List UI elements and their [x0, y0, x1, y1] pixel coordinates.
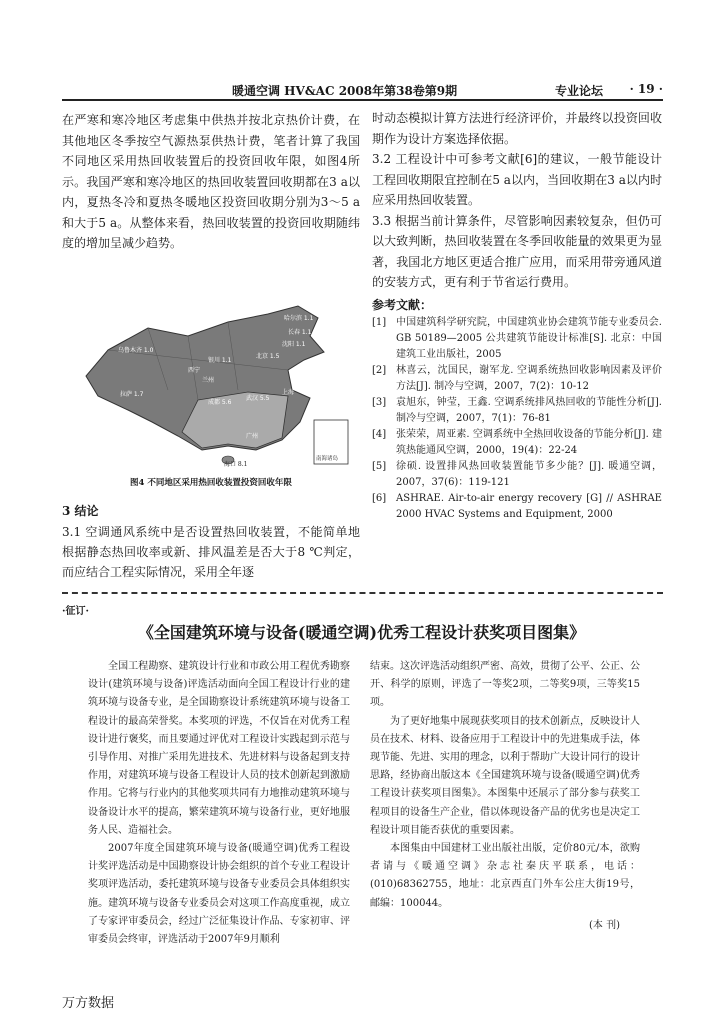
- reference-item: [372, 395, 662, 427]
- map-label: 银川 1.1: [208, 357, 232, 364]
- map-label: 沈阳 1.1: [282, 341, 306, 348]
- right-column: [372, 108, 662, 523]
- ref-number: [1]: [372, 317, 387, 328]
- reference-item: [372, 427, 662, 459]
- map-label: 南海诸岛: [316, 456, 339, 462]
- notice-left-column: [88, 658, 350, 949]
- ref-text: 林喜云，沈国民，谢军龙. 空调系统热回收影响因素及评价方法[J]. 制冷与空调，2007，7(2)：10-12: [396, 365, 662, 392]
- ref-text: 徐硕. 设置排风热回收装置能节多少能？[J]. 暖通空调，2007，37(6)：119-121: [396, 461, 662, 488]
- map-label: 兰州: [202, 377, 215, 384]
- ref-text: ASHRAE. Air-to-air energy recovery [G] // ASHRAE 2000 HVAC Systems and Equipment, 2000: [396, 493, 662, 520]
- paragraph: 3.1 空调通风系统中是否设置热回收装置，不能简单地根据静态热回收率或新、排风温差是否大于8 ℃判定，而应结合工程实际情况，采用全年逐: [62, 525, 360, 579]
- paragraph: 为了更好地集中展现获奖项目的技术创新点，反映设计人员在技术、材料、设备应用于工程设计中的先进集成手法，体现节能、先进、实用的理念，以利于帮助广大设计同行的设计思路，经协商出版这本《全国建筑环境与设备(暖通空调)优秀工程设计获奖项目图集》。本图集中还展示了部分参与获奖工程项目的设备生产企业，借以体现设备产品的优劣也是决定工程设计项目能否获优的重要因素。: [370, 715, 640, 836]
- map-label: 拉萨 1.7: [120, 391, 144, 398]
- ref-text: 中国建筑科学研究院，中国建筑业协会建筑节能专业委员会. GB 50189—2005 公共建筑节能设计标准[S]. 北京：中国建筑工业出版社，2005: [396, 317, 662, 360]
- ref-number: [3]: [372, 397, 387, 408]
- ref-number: [4]: [372, 429, 387, 440]
- reference-item: [372, 491, 662, 523]
- page-number: · 19 ·: [629, 82, 663, 96]
- paragraph: 时动态模拟计算方法进行经济评价，并最终以投资回收期作为设计方案选择依据。: [372, 111, 662, 146]
- section-label: 专业论坛: [554, 84, 603, 98]
- paragraph: 结束。这次评选活动组织严密、高效，贯彻了公平、公正、公开、科学的原则，评选了一等奖2项，二等奖9项，三等奖15项。: [370, 661, 640, 709]
- journal-title: 暖通空调 HV&AC 2008年第38卷第9期: [232, 84, 458, 98]
- notice-title: 《全国建筑环境与设备(暖通空调)优秀工程设计获奖项目图集》: [137, 623, 586, 642]
- ref-text: 张荣荣，周亚素. 空调系统中全热回收设备的节能分析[J]. 建筑热能通风空调，2000，19(4)：22-24: [396, 429, 662, 456]
- notice-tag: ·征订·: [62, 606, 89, 617]
- watermark-text: 万方数据: [62, 996, 115, 1011]
- paragraph: 3.3 根据当前计算条件，尽管影响因素较复杂，但仍可以大致判断，热回收装置在冬季回收能量的效果更为显著，我国北方地区更适合推广应用，而采用带旁通风道的安装方式，更有利于节省运行费用。: [372, 213, 662, 289]
- map-label: 广州: [246, 433, 259, 440]
- map-label: 成都 5.6: [208, 399, 232, 406]
- china-map-figure: [78, 300, 352, 468]
- map-label: 乌鲁木齐 1.0: [118, 347, 154, 354]
- section-divider: [62, 592, 663, 594]
- references-title: 参考文献：: [372, 297, 433, 312]
- paragraph: 3.2 工程设计中可参考文献[6]的建议，一般节能设计工程回收期限宜控制在5 a以内，当回收期在3 a以内时应采用热回收装置。: [372, 152, 662, 207]
- ref-number: [2]: [372, 365, 387, 376]
- ref-number: [5]: [372, 461, 387, 472]
- ref-number: [6]: [372, 493, 387, 504]
- left-column: [62, 110, 360, 254]
- reference-item: [372, 363, 662, 395]
- map-label: 武汉 5.5: [246, 395, 270, 402]
- map-label: 上海: [282, 389, 295, 396]
- figure-caption: 图4 不同地区采用热回收装置投资回收年限: [130, 478, 292, 488]
- reference-item: [372, 459, 662, 491]
- map-label: 北京 1.5: [256, 353, 280, 360]
- paragraph: 全国工程勘察、建筑设计行业和市政公用工程优秀勘察设计(建筑环境与设备)评选活动面向全国工程设计行业的建筑环境与设备专业，是全国勘察设计系统建筑环境与设备工程设计的最高荣誉奖。本奖项的评选，不仅旨在对优秀工程设计进行褒奖，而且要通过评优对工程设计实践起到示范与引导作用、对推广采用先进技术、先进材料与设备起到支持作用，对建筑环境与设备工程设计人员的技术创新起到激励作用。它将与行业内的其他奖项共同有力地推动建筑环境与设备设计水平的提高，繁荣建筑环境与设备行业，更好地服务人民、造福社会。: [88, 661, 350, 836]
- reference-item: [372, 315, 662, 363]
- paragraph: 本图集由中国建材工业出版社出版，定价80元/本，欲购者请与《暖通空调》杂志社秦庆平联系，电话：(010)68362755，地址：北京西直门外车公庄大街19号，邮编：100044。: [370, 843, 640, 909]
- map-label: 西宁: [188, 367, 201, 374]
- section-heading: 3 结论: [62, 504, 99, 518]
- conclusion-text: [62, 520, 360, 582]
- map-label: 哈尔滨 1.1: [284, 315, 314, 322]
- map-south-region: [182, 392, 288, 448]
- notice-signature: (本 刊): [589, 919, 620, 931]
- paragraph: 在严寒和寒冷地区考虑集中供热并按北京热价计费，在其他地区冬季按空气源热泵供热计费，笔者计算了我国不同地区采用热回收装置后的投资回收年限，如图4所示。我国严寒和寒冷地区的热回收装置回收期都在3 a以内，夏热冬冷和夏热冬暖地区投资回收期分别为3～5 a和大于5 a。从整体来看，热回收装置的投资回收期随纬度的增加呈减少趋势。: [62, 113, 360, 250]
- header-rule: [62, 99, 663, 101]
- ref-text: 袁旭东，钟莹，王鑫. 空调系统排风热回收的节能性分析[J]. 制冷与空调，2007，7(1)：76-81: [396, 397, 662, 424]
- notice-right-column: [370, 658, 640, 935]
- page-header: [62, 80, 663, 100]
- map-label: 长春 1.1: [288, 329, 312, 336]
- map-label: 海口 8.1: [224, 461, 248, 468]
- paragraph: 2007年度全国建筑环境与设备(暖通空调)优秀工程设计奖评选活动是中国勘察设计协会组织的首个专业工程设计奖项评选活动，委托建筑环境与设备专业委员会具体组织实施。建筑环境与设备专业委员会对这项工作高度重视，成立了专家评审委员会，经过广泛征集设计作品、专家初审、评审委员会终审，评选活动于2007年9月顺利: [88, 843, 350, 946]
